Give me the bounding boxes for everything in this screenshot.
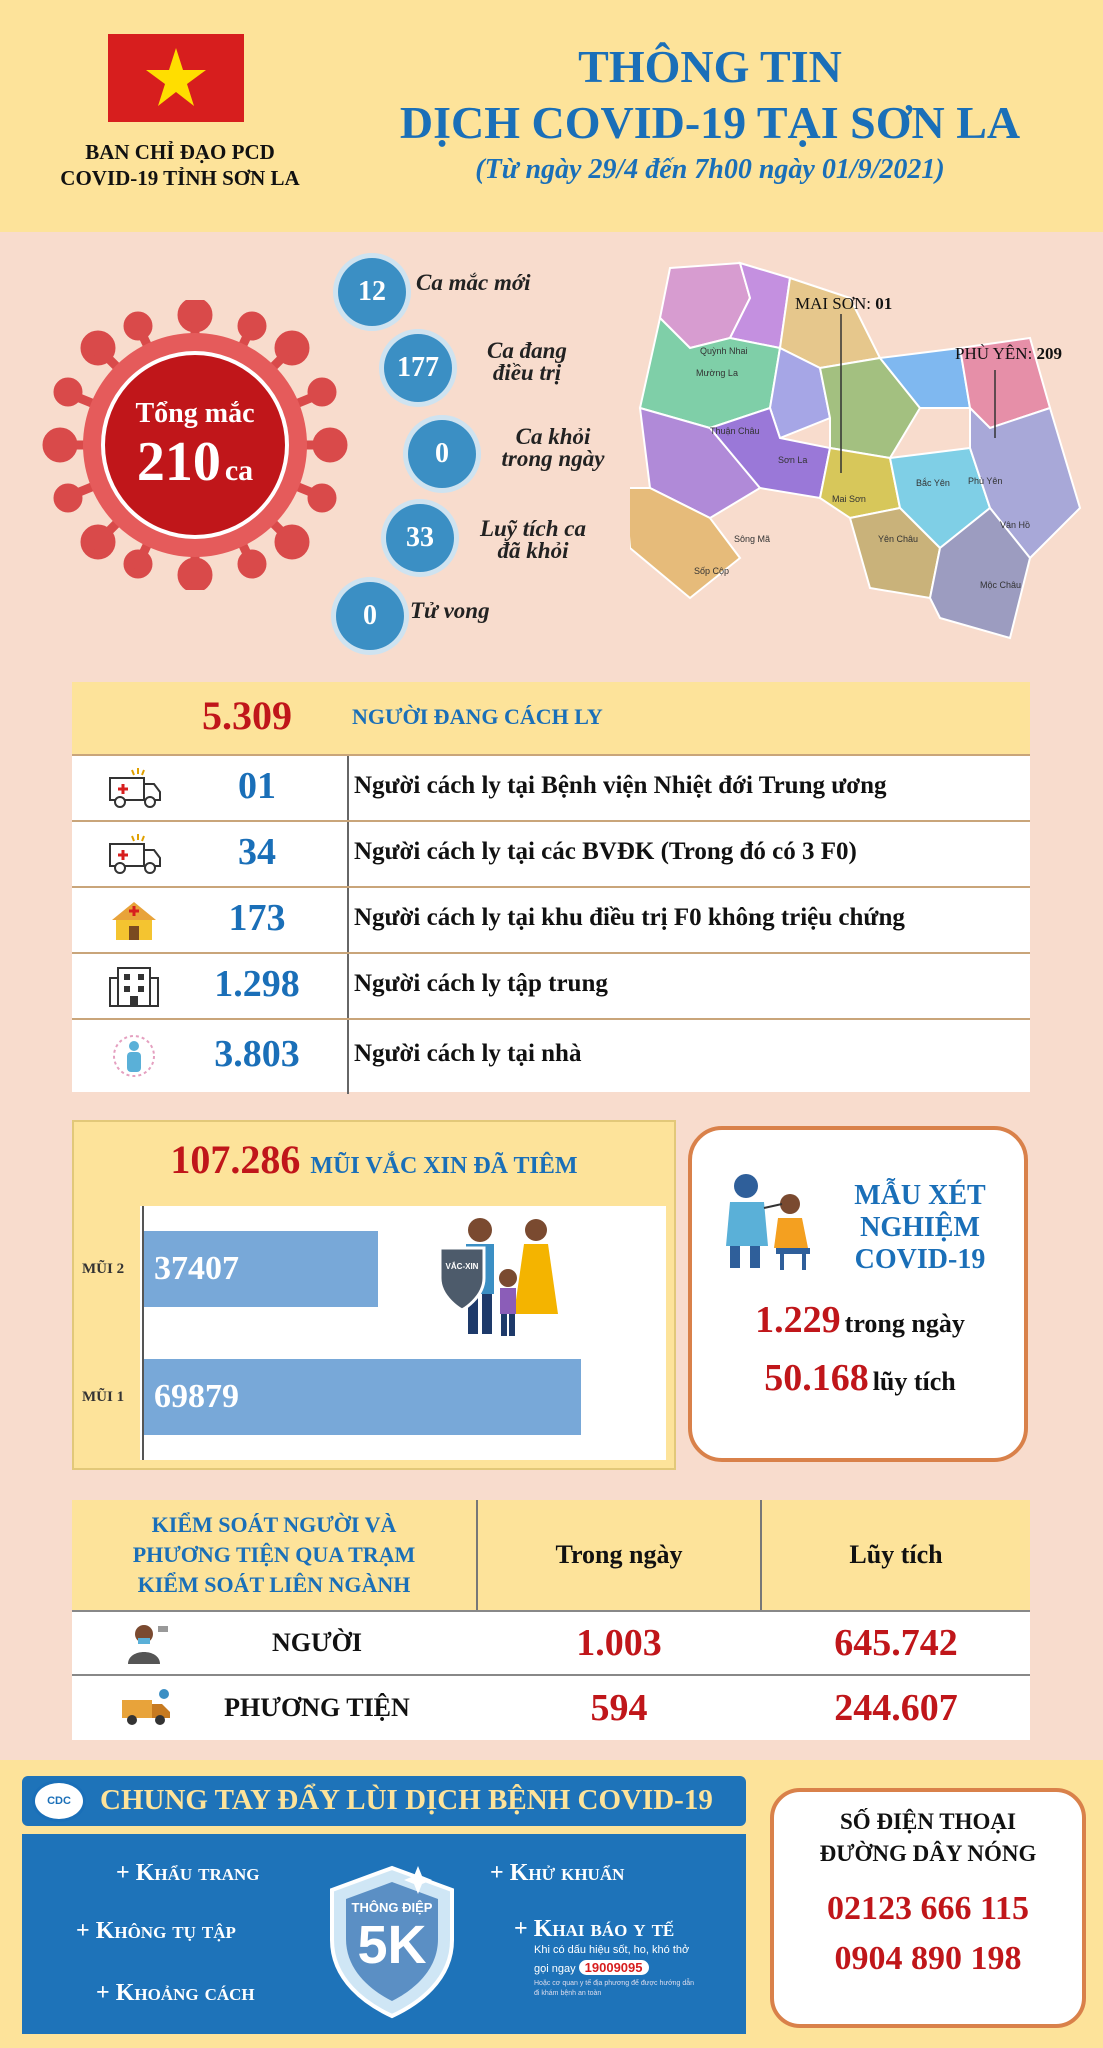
declare-phone: 19009095	[579, 1960, 649, 1975]
quarantine-value: 34	[238, 831, 276, 873]
5k-message-label: THÔNG ĐIỆP	[351, 1900, 433, 1915]
quarantine-label: Người cách ly tập trung	[354, 970, 608, 997]
control-header	[72, 1500, 476, 1610]
treating-label-1: Ca đang	[487, 338, 567, 363]
control-row-label: NGƯỜI	[271, 1628, 363, 1657]
quarantine-value: 1.298	[214, 963, 300, 1005]
vaccine-badge-text: VẮC-XIN	[445, 1262, 479, 1271]
declare-note: Khi có dấu hiệu sốt, ho, khó thở	[534, 1944, 690, 1956]
district-moc-chau: Mộc Châu	[980, 580, 1022, 590]
declare-small-note: đi khám bệnh an toàn	[534, 1990, 602, 1997]
campaign-slogan: CHUNG TAY ĐẨY LÙI DỊCH BỆNH COVID-19	[100, 1784, 713, 1816]
control-header-3: KIỂM SOÁT LIÊN NGÀNH	[137, 1572, 411, 1597]
test-cumulative-value: 50.168	[764, 1357, 869, 1399]
vaccine-bar	[144, 1359, 581, 1435]
quarantine-row	[72, 952, 1030, 1016]
test-cumulative	[700, 1356, 1020, 1400]
test-cumulative-label: lũy tích	[872, 1367, 956, 1396]
map-callout-phu-yen: PHÙ YÊN: 209	[955, 344, 1063, 363]
vehicle-icon	[118, 1686, 174, 1728]
recovered-total-label-2: đã khỏi	[497, 538, 569, 563]
cdc-logo-icon: CDC	[32, 1780, 86, 1822]
recovered-today-label-1: Ca khỏi	[515, 424, 591, 449]
test-title-3: COVID-19	[854, 1244, 986, 1275]
person-home-icon	[106, 1034, 162, 1078]
treating-bubble: 177	[384, 334, 452, 402]
5k-item: + Không tụ tập	[76, 1918, 236, 1944]
district-song-ma: Sông Mã	[734, 534, 771, 544]
recovered-total-bubble: 33	[386, 504, 454, 572]
quarantine-label: Người cách ly tại nhà	[354, 1040, 582, 1067]
divider	[347, 756, 349, 820]
treating-label	[472, 340, 582, 384]
recovered-today-label-2: trong ngày	[501, 446, 605, 471]
ambulance-icon	[106, 766, 162, 810]
org-name-line1: BAN CHỈ ĐẠO PCD	[85, 140, 275, 164]
district-bac-yen: Bắc Yên	[916, 478, 950, 488]
control-row-cumulative: 645.742	[834, 1622, 958, 1664]
swab-test-icon	[718, 1168, 818, 1272]
divider	[347, 1020, 349, 1094]
hotline-title-2: ĐƯỜNG DÂY NÓNG	[819, 1841, 1037, 1866]
district-quynh-nhai: Quỳnh Nhai	[700, 346, 748, 356]
quarantine-row	[72, 754, 1030, 818]
5k-item: + Khử khuẩn	[490, 1860, 625, 1886]
new-cases-bubble: 12	[338, 258, 406, 326]
hotline-title	[770, 1806, 1086, 1870]
test-daily-value: 1.229	[755, 1299, 841, 1341]
treating-label-2: điều trị	[492, 360, 562, 385]
quarantine-row	[72, 886, 1030, 950]
divider	[347, 822, 349, 886]
test-daily	[700, 1298, 1020, 1342]
quarantine-header	[72, 682, 1030, 754]
district-muong-la: Mường La	[696, 368, 738, 378]
quarantine-total: 5.309	[202, 693, 292, 738]
test-daily-label: trong ngày	[844, 1309, 965, 1338]
recovered-total-label-1: Luỹ tích ca	[479, 516, 587, 541]
quarantine-value: 173	[228, 897, 286, 939]
vaccine-total-label: MŨI VẮC XIN ĐÃ TIÊM	[310, 1153, 578, 1179]
page-title-line2: DỊCH COVID-19 TẠI SƠN LA	[399, 97, 1021, 148]
total-cases-unit: ca	[224, 454, 254, 487]
district-thuan-chau: Thuận Châu	[710, 426, 760, 436]
hotline-phone-1[interactable]: 02123 666 115	[826, 1890, 1030, 1927]
vaccine-bar-value: 69879	[154, 1378, 239, 1415]
control-row-daily: 594	[590, 1687, 648, 1729]
total-cases	[110, 430, 280, 494]
test-title-1: MẪU XÉT	[854, 1180, 986, 1211]
vaccine-title	[72, 1136, 676, 1183]
5k-item: + Khoảng cách	[96, 1980, 255, 2006]
district-mai-son: Mai Sơn	[832, 494, 866, 504]
recovered-today-label	[488, 426, 618, 470]
control-row-cumulative: 244.607	[834, 1687, 958, 1729]
quarantine-total-label: NGƯỜI ĐANG CÁCH LY	[352, 704, 603, 729]
district-yen-chau: Yên Châu	[878, 534, 919, 544]
control-table	[72, 1500, 1030, 1740]
5k-title: 5K	[357, 1915, 427, 1975]
page-title-line1: THÔNG TIN	[578, 41, 842, 92]
vaccine-category-label: MŨI 1	[82, 1389, 125, 1405]
quarantine-row	[72, 820, 1030, 884]
district-sop-cop: Sốp Cộp	[694, 566, 730, 576]
quarantine-label: Người cách ly tại Bệnh viện Nhiệt đới Trung ương	[354, 772, 887, 799]
ambulance-icon	[106, 832, 162, 876]
control-row-label: PHƯƠNG TIỆN	[224, 1693, 410, 1722]
district-son-la: Sơn La	[778, 455, 808, 465]
vaccine-total: 107.286	[170, 1137, 301, 1182]
5k-item: + Khai báo y tế	[514, 1916, 675, 1942]
vaccine-category-label: MŨI 2	[82, 1261, 125, 1277]
map-callout-mai-son: MAI SƠN: 01	[795, 294, 893, 313]
control-row-daily: 1.003	[576, 1622, 662, 1664]
declare-small-note: Hoặc cơ quan y tế địa phương để được hướng dẫn	[534, 1980, 695, 1987]
person-check-icon	[122, 1620, 172, 1666]
test-title	[820, 1180, 1020, 1276]
quarantine-label: Người cách ly tại các BVĐK (Trong đó có 3 F0)	[354, 838, 857, 865]
vaccine-bar-value: 37407	[154, 1250, 239, 1287]
control-header-1: KIỂM SOÁT NGƯỜI VÀ	[151, 1512, 397, 1537]
deaths-label: Tử vong	[410, 598, 490, 623]
new-cases-label: Ca mắc mới	[416, 270, 531, 295]
recovered-total-label	[468, 518, 598, 562]
total-cases-label: Tổng mắc	[135, 398, 255, 429]
house-icon	[106, 898, 162, 942]
district-van-ho: Vân Hồ	[1000, 520, 1031, 530]
divider	[347, 954, 349, 1018]
quarantine-row	[72, 1018, 1030, 1092]
org-name-line2: COVID-19 TỈNH SƠN LA	[60, 166, 300, 190]
5k-item: + Khẩu trang	[116, 1860, 260, 1886]
col-cumulative-header: Lũy tích	[762, 1500, 1030, 1610]
district-phu-yen: Phù Yên	[968, 476, 1003, 486]
divider	[347, 888, 349, 952]
vaccine-bar	[144, 1231, 378, 1307]
son-la-map	[630, 258, 1085, 668]
family-vaccine-icon	[420, 1208, 610, 1348]
col-daily-header: Trong ngày	[478, 1500, 760, 1610]
hotline-title-1: SỐ ĐIỆN THOẠI	[840, 1809, 1016, 1834]
quarantine-value: 01	[238, 765, 276, 807]
test-title-2: NGHIỆM	[860, 1212, 980, 1243]
control-header-2: PHƯƠNG TIỆN QUA TRẠM	[132, 1542, 416, 1567]
flag-star-icon	[108, 34, 244, 122]
recovered-today-bubble: 0	[408, 420, 476, 488]
quarantine-label: Người cách ly tại khu điều trị F0 không triệu chứng	[354, 904, 905, 931]
declare-note-call: gọi ngay 19009095	[534, 1960, 649, 1975]
quarantine-value: 3.803	[214, 1033, 300, 1075]
building-icon	[106, 964, 162, 1008]
deaths-bubble: 0	[336, 582, 404, 650]
hotline-phone-2[interactable]: 0904 890 198	[834, 1940, 1022, 1977]
page-subtitle: (Từ ngày 29/4 đến 7h00 ngày 01/9/2021)	[475, 154, 945, 185]
total-cases-value: 210	[136, 431, 221, 493]
vietnam-flag-icon	[108, 34, 244, 122]
